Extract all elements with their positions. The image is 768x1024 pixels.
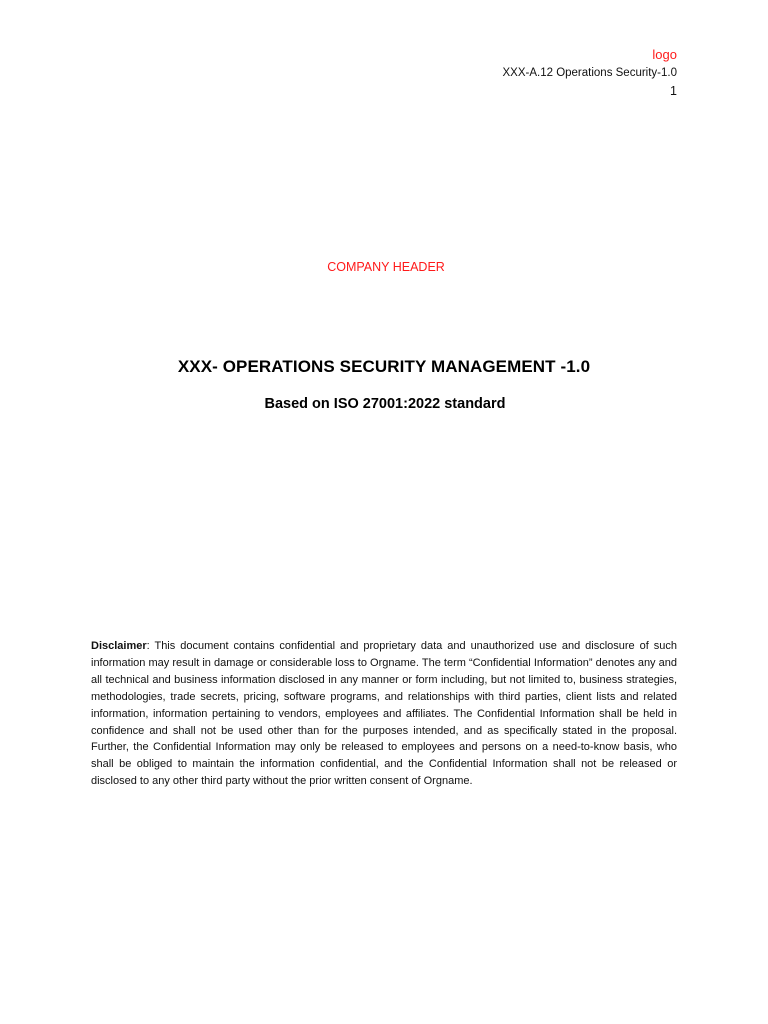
page-number: 1: [670, 84, 677, 98]
company-header: COMPANY HEADER: [327, 260, 445, 274]
document-subtitle: Based on ISO 27001:2022 standard: [264, 396, 506, 412]
disclaimer-paragraph: [91, 638, 677, 790]
disclaimer-label: Disclaimer: [91, 640, 147, 652]
page-header: [503, 46, 678, 100]
logo-placeholder: logo: [652, 47, 677, 62]
document-reference: XXX-A.12 Operations Security-1.0: [502, 67, 677, 79]
document-title: XXX- OPERATIONS SECURITY MANAGEMENT -1.0: [177, 357, 591, 376]
disclaimer-text: : This document contains confidential and proprietary data and unauthorized use and disclosure of such information may result in damage or considerable loss to Orgname. The term “Confidential Information” denotes any and all technical and business information disclosed in any manner or form including, but not limited to, business strategies, methodologies, trade secrets, pricing, software programs, and relationships with third parties, client lists and related information, information pertaining to vendors, employees and affiliates. The Confidential Information shall be held in confidence and shall not be used other than for the purposes intended, and as specifically stated in the proposal. Further, the Confidential Information may only be released to employees and persons on a need-to-know basis, who shall be obliged to maintain the information confidential, and the Confidential Information shall not be released or disclosed to any other third party without the prior written consent of Orgname.: [91, 640, 677, 788]
